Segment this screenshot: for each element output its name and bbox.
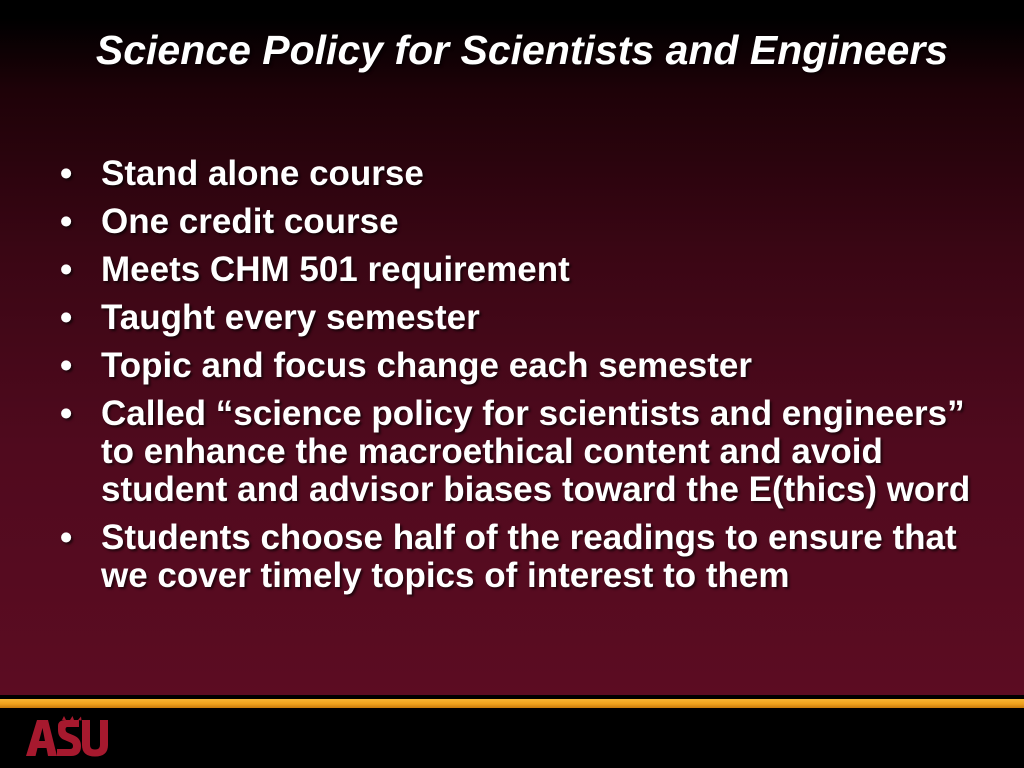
bullet-marker: • <box>60 298 73 337</box>
bullet-marker: • <box>60 518 73 557</box>
bullet-item <box>60 347 985 385</box>
bullet-item <box>60 155 985 193</box>
gold-stripe <box>0 699 1024 708</box>
asu-logo <box>24 716 110 758</box>
bullet-marker: • <box>60 154 73 193</box>
bullet-text: One credit course <box>101 202 399 241</box>
bullet-item <box>60 519 985 595</box>
bullet-text: Taught every semester <box>101 298 480 337</box>
bullet-item <box>60 203 985 241</box>
bullet-text: Meets CHM 501 requirement <box>101 250 570 289</box>
bullet-text: Students choose half of the readings to ensure that we cover timely topics of interest to them <box>101 518 957 595</box>
bullet-marker: • <box>60 346 73 385</box>
bullet-item <box>60 251 985 289</box>
bullet-text: Stand alone course <box>101 154 424 193</box>
bullet-marker: • <box>60 202 73 241</box>
bullet-list <box>60 155 985 605</box>
bullet-text: Topic and focus change each semester <box>101 346 752 385</box>
bullet-marker: • <box>60 250 73 289</box>
bullet-marker: • <box>60 394 73 433</box>
bullet-item <box>60 299 985 337</box>
slide-title: Science Policy for Scientists and Engineers <box>95 27 949 73</box>
bullet-item <box>60 395 985 509</box>
bullet-text: Called “science policy for scientists and engineers” to enhance the macroethical content and avoid student and advisor biases toward the E(thics) word <box>101 394 971 509</box>
